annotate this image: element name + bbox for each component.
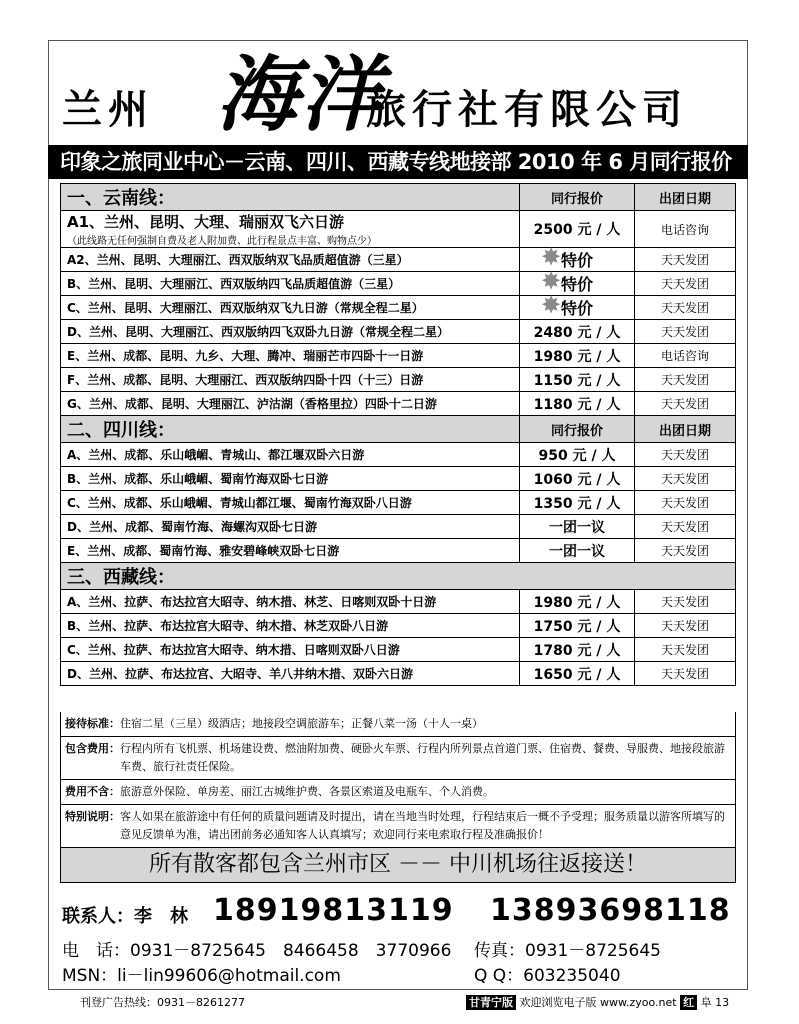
route-price: 1980 元 / 人 [520,344,635,368]
route-name: A、兰州、成都、乐山峨嵋、青城山、都江堰双卧六日游 [61,443,520,467]
mobile-number-1: 18919813119 [213,893,454,928]
company-title [48,48,748,143]
col-date-header: 出团日期 [635,416,736,443]
route-date: 天天发团 [635,392,736,416]
tel-label: 电 话： [62,941,130,961]
title-rest: 旅行社有限公司 [366,87,688,133]
route-price: 1150 元 / 人 [520,368,635,392]
route-name: E、兰州、成都、蜀南竹海、雅安碧峰峡双卧七日游 [61,539,520,563]
table-row [61,491,736,515]
section-title: 一、云南线： [61,184,520,211]
route-date: 电话咨询 [635,344,736,368]
note-label: 接待标准： [65,717,120,730]
route-price: 一团一议 [520,539,635,563]
route-date: 天天发团 [635,467,736,491]
route-name: C、兰州、拉萨、布达拉宫大昭寺、纳木措、日喀则双卧八日游 [61,638,520,662]
route-name: D、兰州、拉萨、布达拉宫、大昭寺、羊八井纳木措、双卧六日游 [61,662,520,686]
section-header-tibet [61,563,736,590]
title-brand: 海洋 [216,48,384,143]
mobile-number-2: 13893698118 [490,893,731,928]
route-price: 950 元 / 人 [520,443,635,467]
route-date: 天天发团 [635,662,736,686]
route-price: 1060 元 / 人 [520,467,635,491]
starburst-icon: ✸ [540,291,562,319]
route-price: 2480 元 / 人 [520,320,635,344]
msn-contact: MSN：li－lin99606@hotmail.com [62,966,341,986]
table-row [61,368,736,392]
route-name: D、兰州、成都、蜀南竹海、海螺沟双卧七日游 [61,515,520,539]
page-number: 阜 13 [700,996,730,1009]
qq-contact: Q Q：603235040 [474,966,621,986]
terms-section [60,712,736,848]
col-price-header: 同行报价 [520,416,635,443]
route-price: 2500 元 / 人 [520,211,635,248]
table-row [61,515,736,539]
route-date: 天天发团 [635,368,736,392]
table-row [61,638,736,662]
table-row [61,296,736,320]
col-price-header: 同行报价 [520,184,635,211]
note-label: 特别说明： [65,810,120,823]
note-label: 包含费用： [65,742,120,755]
edition-footer [466,994,729,1010]
route-price: 1180 元 / 人 [520,392,635,416]
route-date: 电话咨询 [635,211,736,248]
pickup-banner: 所有散客都包含兰州市区 －－ 中川机场往返接送！ [60,847,736,883]
table-row [61,272,736,296]
route-date: 天天发团 [635,272,736,296]
route-note: （此线路无任何强制自费及老人附加费、此行程景点丰富、购物点少） [67,236,377,247]
route-name: G、兰州、成都、昆明、大理丽江、泸沽湖（香格里拉）四卧十二日游 [61,392,520,416]
tel-numbers: 0931－8725645 8466458 3770966 [130,941,452,961]
route-name: B、兰州、拉萨、布达拉宫大昭寺、纳木措、林芝双卧八日游 [61,614,520,638]
route-name: D、兰州、昆明、大理丽江、西双版纳四飞双卧九日游（常规全程二星） [61,320,520,344]
route-price: 1650 元 / 人 [520,662,635,686]
starburst-icon: ✸ [540,243,562,271]
table-row [61,344,736,368]
note-excluded [60,780,736,805]
price-table [60,183,736,686]
section-header-sichuan [61,416,736,443]
note-included [60,737,736,780]
route-date: 天天发团 [635,320,736,344]
page-tag: 红 [680,995,697,1010]
note-special [60,805,736,848]
special-price-badge: ✸ 特价 [540,243,593,271]
table-row [61,443,736,467]
note-text: 客人如果在旅游途中有任何的质量问题请及时提出，请在当地当时处理，行程结束后一概不予受理；服务质量以游客所填写的意见反馈单为准，请出团前务必通知客人认真填写；欢迎同行来电索取行程及准确报价！ [120,810,725,841]
route-date: 天天发团 [635,638,736,662]
table-row [61,662,736,686]
site-text: 欢迎浏览电子版 www.zyoo.net [519,996,677,1009]
route-price: 1350 元 / 人 [520,491,635,515]
special-price-badge: ✸ 特价 [540,291,593,319]
special-price-badge: ✸ 特价 [540,267,593,295]
note-text: 旅游意外保险、单房差、丽江古城维护费、各景区索道及电瓶车、个人消费。 [120,785,494,798]
table-row [61,248,736,272]
route-name: F、兰州、成都、昆明、大理丽江、西双版纳四卧十四（十三）日游 [61,368,520,392]
note-text: 行程内所有飞机票、机场建设费、燃油附加费、硬卧火车票、行程内所列景点首道门票、住宿费、餐费、导服费、地接段旅游车费、旅行社责任保险。 [120,742,725,773]
ad-hotline: 刊登广告热线：0931－8261277 [80,996,245,1009]
route-name: A、兰州、拉萨、布达拉宫大昭寺、纳木措、林芝、日喀则双卧十日游 [61,590,520,614]
section-title: 二、四川线： [61,416,520,443]
fax-number: 传真：0931－8725645 [474,941,661,961]
route-date: 天天发团 [635,614,736,638]
route-name: C、兰州、昆明、大理丽江、西双版纳双飞九日游（常规全程二星） [61,296,520,320]
section-header-yunnan [61,184,736,211]
note-label: 费用不含： [65,785,120,798]
title-city: 兰州 [62,87,154,133]
table-row [61,320,736,344]
route-date: 天天发团 [635,443,736,467]
starburst-icon: ✸ [540,267,562,295]
quote-banner: 印象之旅同业中心－云南、四川、西藏专线地接部 2010 年 6 月同行报价 [48,145,748,179]
table-row [61,392,736,416]
route-name: B、兰州、昆明、大理丽江、西双版纳四飞品质超值游（三星） [61,272,520,296]
table-row [61,539,736,563]
table-row [61,467,736,491]
contact-person: 联系人：李 林 [62,906,188,927]
route-name: B、兰州、成都、乐山峨嵋、蜀南竹海双卧七日游 [61,467,520,491]
edition-tag: 甘青宁版 [466,995,516,1010]
table-row [61,614,736,638]
note-text: 住宿二星（三星）级酒店；地接段空调旅游车；正餐八菜一汤（十人一桌） [120,717,483,730]
route-price: 1980 元 / 人 [520,590,635,614]
route-name: C、兰州、成都、乐山峨嵋、青城山都江堰、蜀南竹海双卧八日游 [61,491,520,515]
route-name: E、兰州、成都、昆明、九乡、大理、腾冲、瑞丽芒市四卧十一日游 [61,344,520,368]
route-date: 天天发团 [635,491,736,515]
route-date: 天天发团 [635,515,736,539]
section-title: 三、西藏线： [61,563,736,590]
route-date: 天天发团 [635,539,736,563]
route-name: A1、兰州、昆明、大理、瑞丽双飞六日游 [67,213,345,231]
route-price: 1780 元 / 人 [520,638,635,662]
route-date: 天天发团 [635,248,736,272]
route-price: 一团一议 [520,515,635,539]
route-price: 1750 元 / 人 [520,614,635,638]
telephone-line [62,936,451,961]
note-standard [60,712,736,737]
table-row [61,211,736,248]
route-name: A2、兰州、昆明、大理丽江、西双版纳双飞品质超值游（三星） [61,248,520,272]
route-date: 天天发团 [635,590,736,614]
route-date: 天天发团 [635,296,736,320]
table-row [61,590,736,614]
col-date-header: 出团日期 [635,184,736,211]
